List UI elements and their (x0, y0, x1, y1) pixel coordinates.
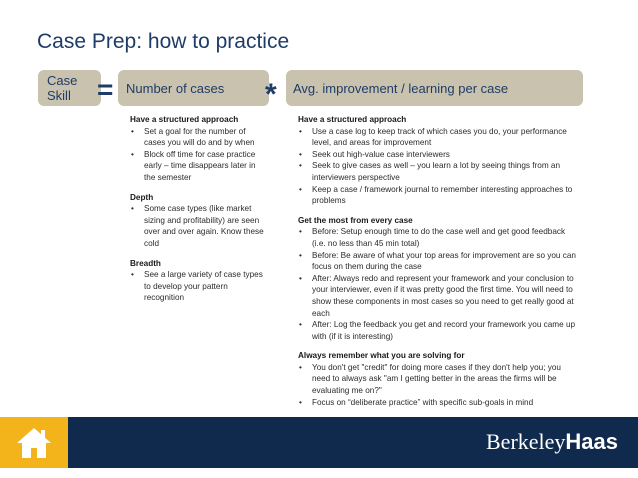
bullet-item: • You don't get "credit" for doing more cases if they don't help you; you need to always ask "am I getting better in the areas the firms will be evaluating me on?" (298, 362, 576, 397)
section-heading: Have a structured approach (298, 115, 407, 124)
left-breadth-section (130, 258, 265, 304)
section-heading: Breadth (130, 258, 161, 268)
berkeley-haas-logo (486, 429, 618, 455)
avg-improvement-box: Avg. improvement / learning per case (286, 70, 583, 106)
bullet-item: • Seek to give cases as well – you learn a lot by seeing things from an interviewers perspective (298, 160, 576, 183)
bullet-item: • After: Always redo and represent your framework and your conclusion to your interviewer, even if it was pretty good the first time. You will need to show these components in most cases so you need to get really good at each (298, 273, 576, 319)
case-skill-line2: Skill (47, 88, 71, 103)
home-button[interactable] (0, 417, 68, 468)
bullet-item: • Use a case log to keep track of which cases you do, your performance level, and areas for improvement (298, 126, 576, 149)
bullet-item: • Before: Be aware of what your top areas for improvement are so you can focus on them during the case (298, 250, 576, 273)
home-icon (15, 426, 53, 460)
number-of-cases-box: Number of cases (118, 70, 269, 106)
footer-bar (0, 417, 638, 468)
right-most-section (298, 215, 576, 343)
section-heading: Have a structured approach (130, 115, 239, 124)
bullet-item: • Keep a case / framework journal to remember interesting approaches to problems (298, 184, 576, 207)
logo-berkeley: Berkeley (486, 429, 566, 454)
page-title: Case Prep: how to practice (37, 30, 290, 53)
bullet-item: • Focus on “deliberate practice” with specific sub-goals in mind (298, 397, 576, 409)
section-heading: Get the most from every case (298, 215, 413, 225)
left-column (130, 114, 265, 312)
case-skill-box (38, 70, 101, 106)
equals-sign: = (97, 74, 114, 105)
case-skill-line1: Case (47, 73, 78, 88)
section-heading: Always remember what you are solving for (298, 351, 465, 361)
multiply-sign: * (265, 78, 277, 111)
bullet-item: • Some case types (like market sizing and profitability) are seen over and over again. Know these cold (130, 203, 265, 249)
logo-haas: Haas (565, 429, 618, 454)
bullet-item: • After: Log the feedback you get and record your framework you came up with (if it is interesting) (298, 319, 576, 342)
section-heading: Depth (130, 192, 154, 202)
bullet-item: • Block off time for case practice early – time disappears later in the semester (130, 149, 265, 184)
left-structured-section (130, 114, 265, 184)
right-column (298, 114, 576, 416)
bullet-item: • See a large variety of case types to develop your pattern recognition (130, 269, 265, 304)
right-remember-section (298, 350, 576, 408)
right-structured-section (298, 114, 576, 207)
bullet-item: • Before: Setup enough time to do the case well and get good feedback (i.e. no less than 45 min total) (298, 226, 576, 249)
bullet-item: • Seek out high-value case interviewers (298, 149, 576, 161)
bullet-item: • Set a goal for the number of cases you will do and by when (130, 126, 265, 149)
left-depth-section (130, 192, 265, 250)
